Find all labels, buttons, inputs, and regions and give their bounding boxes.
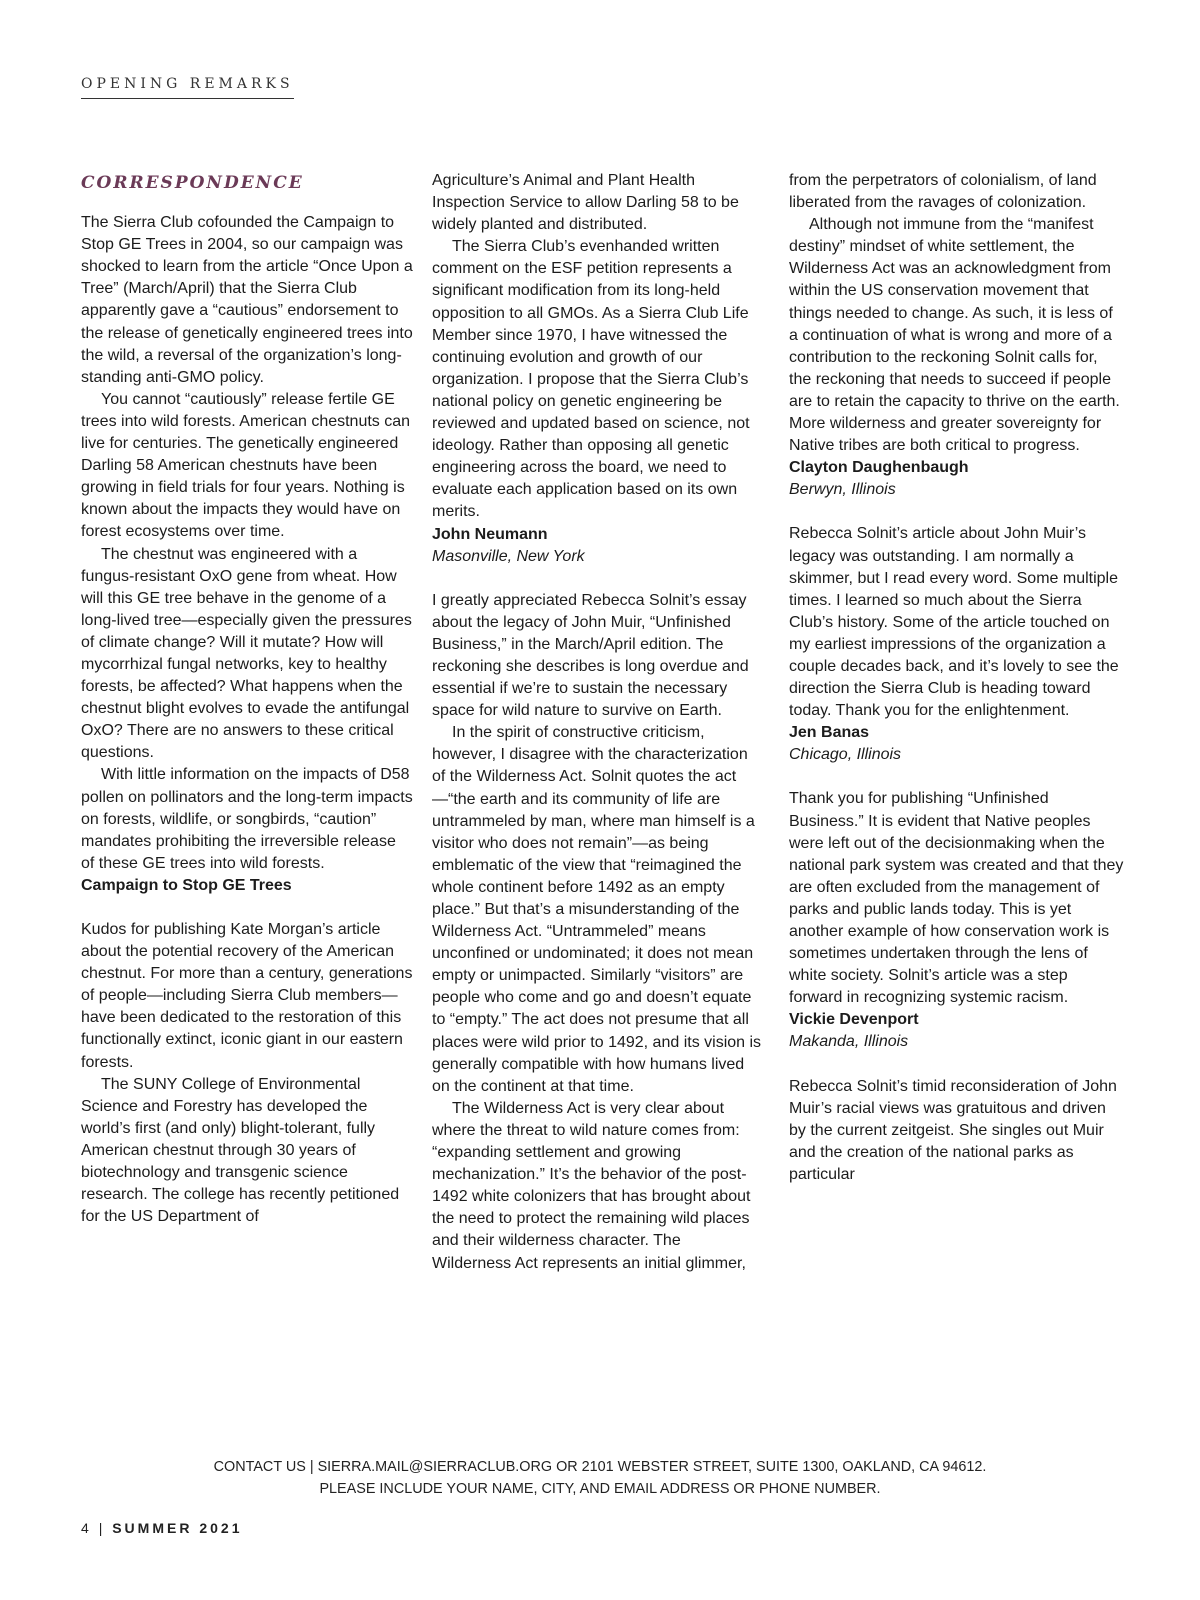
letter-paragraph: The Sierra Club cofounded the Campaign to Stop GE Trees in 2004, so our campaign was shocked to learn from the article “Once Upon a Tree” (March/April) that the Sierra Club apparently gave a “cautious” endorsement to the release of genetically engineered trees into the wild, a reversal of the organization’s long-standing anti-GMO policy. [81, 214, 413, 386]
letter-author-location: Chicago, Illinois [789, 746, 902, 764]
letter-paragraph: The SUNY College of Environmental Science and Forestry has developed the world’s first (and only) blight-tolerant, fully American chestnut through 30 years of biotechnology and transgenic science research. The college has recently petitioned for the US Department of [81, 1075, 400, 1226]
letter-author-location: Berwyn, Illinois [789, 481, 896, 499]
contact-footer [0, 1456, 1200, 1500]
folio-separator: | [98, 1520, 113, 1536]
letter-paragraph: Rebecca Solnit’s timid reconsideration of John Muir’s racial views was gratuitous and driven by the current zeitgeist. She singles out Muir and the creation of the national parks as particular [789, 1077, 1117, 1183]
section-label: OPENING REMARKS [81, 76, 294, 99]
letter-paragraph: With little information on the impacts of D58 pollen on pollinators and the long-term impacts on forests, wildlife, or songbirds, “caution” mandates prohibiting the irreversible release of these GE trees into wild forests. [81, 766, 413, 872]
letter-paragraph: In the spirit of constructive criticism, however, I disagree with the characterization of the Wilderness Act. Solnit quotes the act—“the earth and its community of life are untrammeled by man, where man himself is a visitor who does not remain”—as being emblematic of the view that “reimagined the whole continent before 1492 as an empty place.” But that’s a misunderstanding of the Wilderness Act. “Untrammeled” means unconfined or undominated; it does not mean empty or unimpacted. Similarly “visitors” are people who come and go and doesn’t equate to “empty.” The act does not presume that all places were wild prior to 1492, and its vision is generally compatible with how humans lived on the continent at that time. [432, 724, 762, 1095]
letter-paragraph: The Wilderness Act is very clear about where the threat to wild nature comes from: “expanding settlement and growing mechanization.” It’s the behavior of the post-1492 white colonizers that has brought about the need to protect the remaining wild places and their wilderness character. The Wilderness Act represents an initial glimmer, [432, 1099, 751, 1272]
letter-paragraph: Although not immune from the “manifest destiny” mindset of white settlement, the Wilderness Act was an acknowledgment from within the US conservation movement that things needed to change. As such, it is less of a continuation of what is wrong and more of a contribution to the reckoning Solnit calls for, the reckoning that needs to succeed if people are to retain the capacity to thrive on the earth. More wilderness and greater sovereignty for Native tribes are both critical to progress. [789, 216, 1120, 455]
contact-line: CONTACT US | SIERRA.MAIL@SIERRACLUB.ORG OR 2101 WEBSTER STREET, SUITE 1300, OAKLAND, CA 94612. [213, 1459, 987, 1475]
letter-paragraph: Thank you for publishing “Unfinished Business.” It is evident that Native peoples were left out of the decisionmaking when the national park system was created and that they are often excluded from the management of parks and public lands today. This is yet another example of how conservation work is sometimes undertaken through the lens of white society. Solnit’s article was a step forward in recognizing systemic racism. [789, 790, 1124, 1007]
contact-line: PLEASE INCLUDE YOUR NAME, CITY, AND EMAIL ADDRESS OR PHONE NUMBER. [319, 1481, 881, 1497]
column-2 [432, 170, 764, 1275]
letter-paragraph: Kudos for publishing Kate Morgan’s article about the potential recovery of the American chestnut. For more than a century, generations of people—including Sierra Club members—have been dedicated to the restoration of this functionally extinct, iconic giant in our eastern forests. [81, 921, 413, 1071]
letter-paragraph: Rebecca Solnit’s article about John Muir’s legacy was outstanding. I am normally a skimmer, but I read every word. Some multiple times. I learned so much about the Sierra Club’s history. Some of the article touched on my earliest impressions of the organization a couple decades back, and it’s lovely to see the direction the Sierra Club is heading toward today. Thank you for the enlightenment. [789, 525, 1119, 720]
letter-author-name: Vickie Devenport [789, 1011, 919, 1029]
letter-author-name: Clayton Daughenbaugh [789, 459, 969, 477]
letter-paragraph: I greatly appreciated Rebecca Solnit’s essay about the legacy of John Muir, “Unfinished Business,” in the March/April edition. The reckoning she describes is long overdue and essential if we’re to sustain the necessary space for wild nature to survive on Earth. [432, 591, 749, 720]
column-1 [81, 170, 413, 1228]
correspondence-heading: CORRESPONDENCE [81, 173, 304, 193]
page-number: 4 [81, 1520, 92, 1536]
letter-author-location: Makanda, Illinois [789, 1033, 909, 1051]
letter-paragraph: You cannot “cautiously” release fertile GE trees into wild forests. American chestnuts can live for centuries. The genetically engineered Darling 58 American chestnuts have been growing in field trials for four years. Nothing is known about the impacts they would have on forest ecosystems over time. [81, 390, 411, 541]
issue-label: SUMMER 2021 [112, 1520, 243, 1536]
letter-paragraph: from the perpetrators of colonialism, of land liberated from the ravages of colonization. [789, 172, 1097, 212]
letter-author-location: Masonville, New York [432, 547, 585, 565]
letter-paragraph: The Sierra Club’s evenhanded written comment on the ESF petition represents a significant modification from its long-held opposition to all GMOs. As a Sierra Club Life Member since 1970, I have witnessed the continuing evolution and growth of our organization. I propose that the Sierra Club’s national policy on genetic engineering be reviewed and updated based on science, not ideology. Rather than opposing all genetic engineering across the board, we need to evaluate each application based on its own merits. [432, 238, 750, 521]
page-folio [81, 1520, 242, 1536]
letter-signature: Campaign to Stop GE Trees [81, 876, 292, 894]
letter-paragraph: The chestnut was engineered with a fungus-resistant OxO gene from wheat. How will this GE tree behave in the genome of a long-lived tree—especially given the pressures of climate change? Will it mutate? How will mycorrhizal fungal networks, key to healthy forests, be affected? What happens when the chestnut blight evolves to evade the antifungal OxO? There are no answers to these critical questions. [81, 545, 412, 762]
letter-author-name: Jen Banas [789, 724, 870, 742]
column-3 [789, 170, 1124, 1186]
letter-author-name: John Neumann [432, 525, 548, 543]
letter-paragraph: Agriculture’s Animal and Plant Health Inspection Service to allow Darling 58 to be widely planted and distributed. [432, 172, 739, 234]
